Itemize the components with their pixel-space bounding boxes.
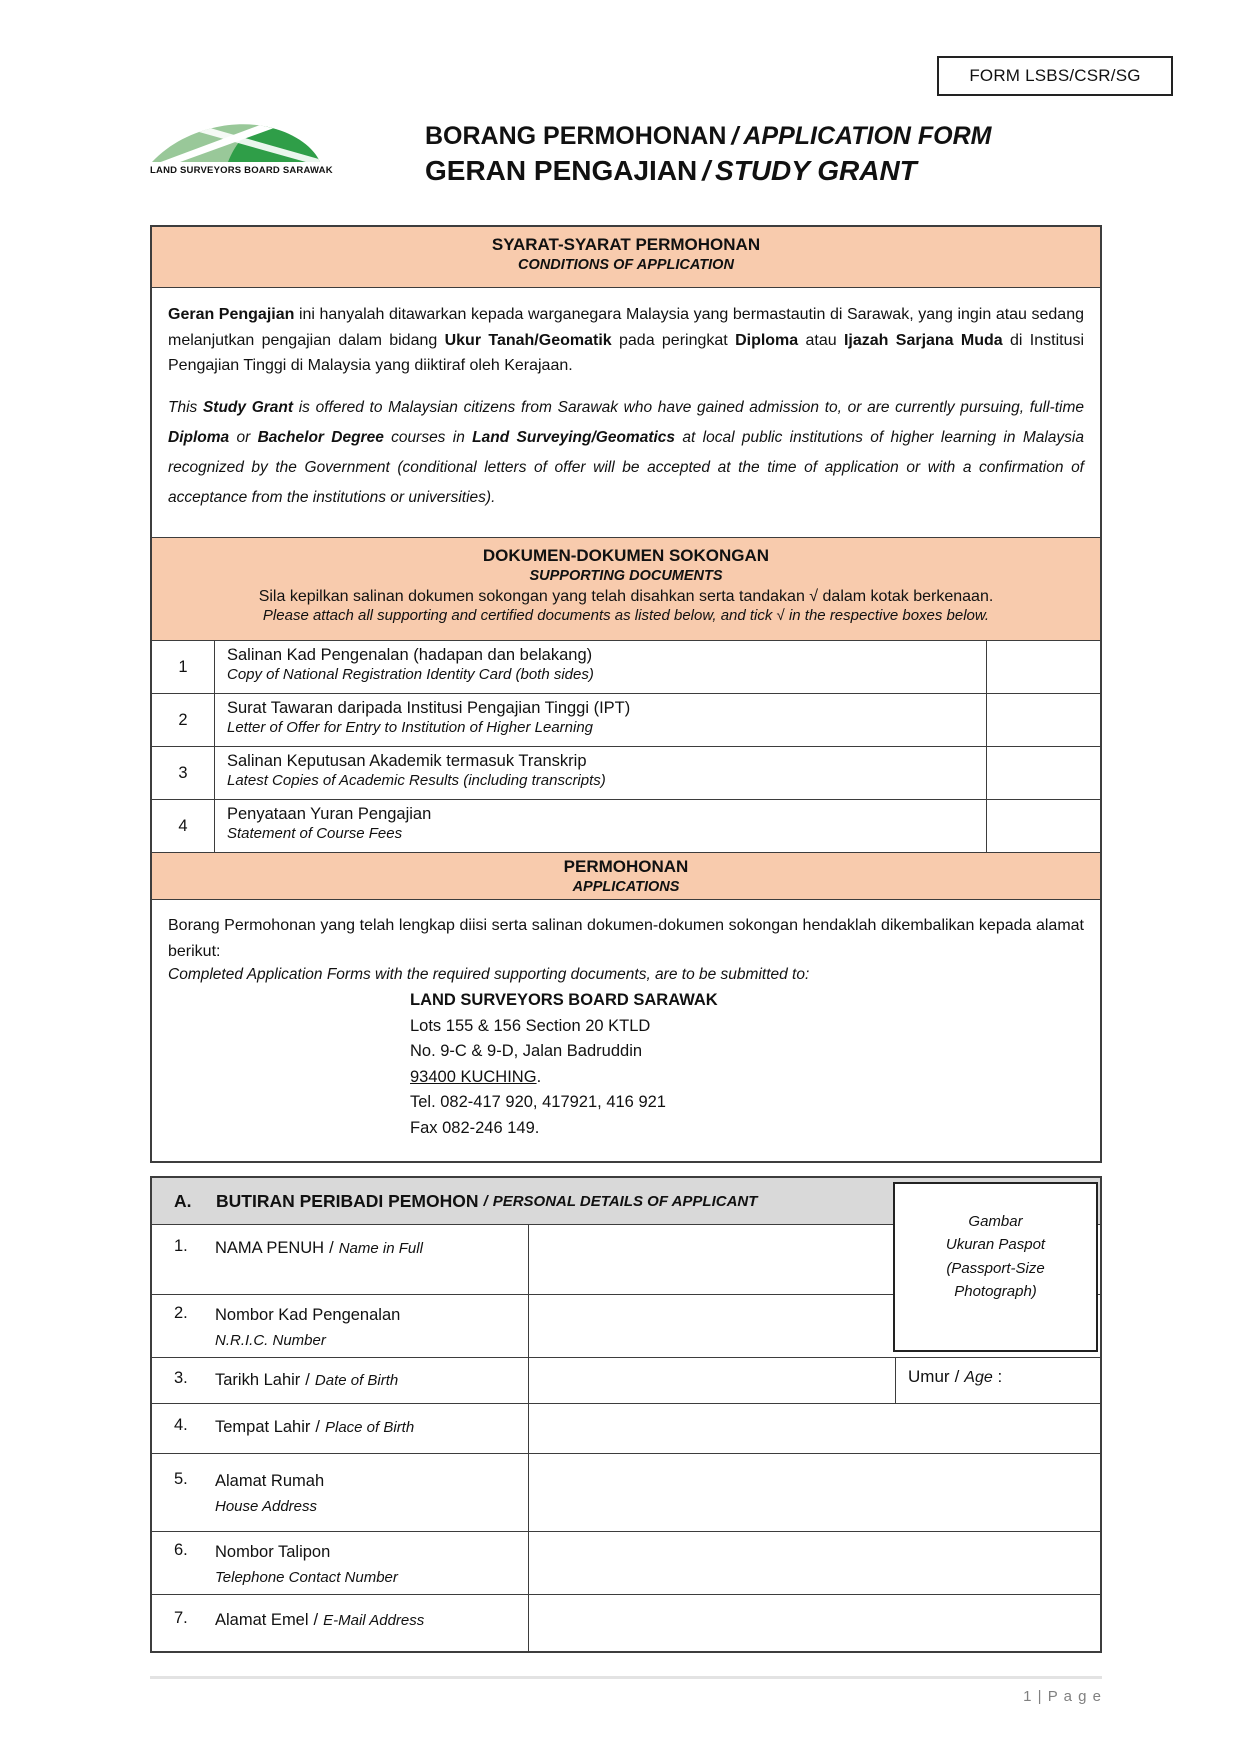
document-description [215, 641, 986, 693]
documents-title-malay: DOKUMEN-DOKUMEN SOKONGAN [482, 546, 770, 565]
address-city-suffix: . [536, 1067, 542, 1086]
document-desc-english: Statement of Course Fees [227, 825, 403, 842]
title1-malay: BORANG PERMOHONAN [425, 122, 727, 150]
form-code-label: FORM LSBS/CSR/SG [969, 66, 1141, 85]
photo-box-line: Photograph) [954, 1282, 1037, 1300]
address-city: 93400 KUCHING [410, 1067, 537, 1086]
age-label-english: Age [964, 1369, 993, 1387]
document-row-2 [152, 693, 1100, 746]
email-input-cell[interactable] [528, 1595, 1100, 1651]
document-tick-box[interactable] [986, 694, 1100, 746]
documents-note-malay: Sila kepilkan salinan dokumen sokongan yang telah disahkan serta tandakan √ dalam kotak berkenaan. [258, 588, 994, 605]
document-desc-malay: Salinan Kad Pengenalan (hadapan dan belakang) [227, 646, 593, 664]
field-row-address [152, 1453, 1100, 1531]
form-title-line2 [425, 155, 992, 187]
document-number: 2 [152, 694, 215, 746]
field-number: 2. [174, 1304, 188, 1322]
applications-body [152, 899, 1100, 1161]
field-label-malay: Nombor Kad Pengenalan [215, 1306, 401, 1324]
field-label [152, 1404, 528, 1453]
age-input-cell[interactable] [895, 1358, 1100, 1403]
field-label-malay: Tarikh Lahir [215, 1371, 301, 1390]
field-label-english: N.R.I.C. Number [215, 1332, 326, 1350]
field-text [215, 1470, 324, 1517]
field-label-english: E-Mail Address [323, 1612, 425, 1630]
field-label-malay: Tempat Lahir [215, 1418, 311, 1437]
applications-note-english: Completed Application Forms with the required supporting documents, are to be submitted to: [168, 966, 810, 984]
footer-divider [150, 1676, 1102, 1679]
title2-english: STUDY GRANT [715, 155, 917, 186]
logo-caption: LAND SURVEYORS BOARD SARAWAK [150, 165, 333, 176]
applications-note-malay: Borang Permohonan yang telah lengkap diisi serta salinan dokumen-dokumen sokongan hendaklah dikembalikan kepada alamat berikut: [168, 917, 1084, 960]
section-a-title-malay: BUTIRAN PERIBADI PEMOHON [216, 1190, 479, 1211]
field-label [152, 1454, 528, 1531]
form-title-line1 [425, 122, 992, 151]
field-text [215, 1369, 398, 1392]
field-row-dob [152, 1357, 1100, 1403]
address-city-line [410, 1065, 1084, 1091]
field-label [152, 1225, 528, 1294]
conditions-title-malay: SYARAT-SYARAT PERMOHONAN [491, 235, 761, 254]
title1-english: APPLICATION FORM [743, 122, 992, 150]
house-address-input-cell[interactable] [528, 1454, 1100, 1531]
form-code-box [937, 56, 1173, 96]
field-label-english: Date of Birth [314, 1372, 399, 1390]
field-label-english: Name in Full [338, 1240, 423, 1257]
applications-title-english: APPLICATIONS [572, 879, 680, 895]
field-row-email [152, 1594, 1100, 1651]
conditions-section-header [152, 227, 1100, 287]
documents-section-header [152, 537, 1100, 640]
applications-title-malay: PERMOHONAN [563, 857, 689, 876]
document-tick-box[interactable] [986, 747, 1100, 799]
applications-section-header [152, 852, 1100, 899]
photo-box-line: Gambar [968, 1213, 1023, 1230]
field-label [152, 1532, 528, 1594]
lsbs-logo [150, 110, 380, 187]
field-separator: / [315, 1418, 320, 1437]
lsbs-logo-icon [150, 116, 322, 164]
phone-input-cell[interactable] [528, 1532, 1100, 1594]
document-desc-malay: Penyataan Yuran Pengajian [227, 805, 432, 823]
address-line: No. 9-C & 9-D, Jalan Badruddin [410, 1042, 643, 1061]
field-label [152, 1295, 528, 1357]
document-description [215, 747, 986, 799]
field-label-malay: Alamat Rumah [215, 1472, 325, 1491]
dob-input-cell[interactable] [528, 1358, 895, 1403]
address-org-name: LAND SURVEYORS BOARD SARAWAK [410, 991, 718, 1010]
document-tick-box[interactable] [986, 800, 1100, 852]
conditions-body [152, 287, 1100, 537]
conditions-title-english: CONDITIONS OF APPLICATION [518, 257, 734, 273]
field-number: 5. [174, 1470, 188, 1489]
field-text [215, 1416, 414, 1439]
document-header [150, 110, 1102, 187]
field-separator: / [329, 1239, 334, 1257]
document-number: 3 [152, 747, 215, 799]
age-label-malay: Umur [908, 1367, 950, 1387]
field-label [152, 1595, 528, 1651]
field-row-phone [152, 1531, 1100, 1594]
document-tick-box[interactable] [986, 641, 1100, 693]
document-number: 4 [152, 800, 215, 852]
document-desc-malay: Salinan Keputusan Akademik termasuk Transkrip [227, 752, 587, 770]
document-desc-malay: Surat Tawaran daripada Institusi Pengajian Tinggi (IPT) [227, 699, 631, 717]
conditions-paragraph-english: This Study Grant is offered to Malaysian citizens from Sarawak who have gained admission to, or are currently pursuing, full-time Diploma or Bachelor Degree courses in Land Surveying/Geomatics at local public institutions of higher learning in Malaysia recognized by the Government (conditional letters of offer will be accepted at the time of application or with a confirmation of acceptance from the institutions or universities). [168, 398, 1084, 507]
address-line: Lots 155 & 156 Section 20 KTLD [410, 1016, 651, 1035]
field-text [215, 1304, 400, 1351]
documents-note-english: Please attach all supporting and certified documents as listed below, and tick √ in the respective boxes below. [262, 607, 990, 624]
document-description [215, 694, 986, 746]
field-text [215, 1609, 424, 1632]
field-number: 6. [174, 1541, 188, 1560]
document-row-1 [152, 640, 1100, 693]
title-separator: / [731, 122, 739, 150]
field-text [215, 1541, 398, 1588]
field-number: 1. [174, 1237, 188, 1255]
document-row-3 [152, 746, 1100, 799]
submission-address [410, 988, 1084, 1141]
field-number: 3. [174, 1369, 188, 1388]
document-desc-english: Latest Copies of Academic Results (including transcripts) [227, 772, 606, 789]
section-a-title-english: PERSONAL DETAILS OF APPLICANT [492, 1192, 758, 1210]
personal-details-table [150, 1176, 1102, 1653]
field-label-english: House Address [215, 1498, 317, 1516]
document-number: 1 [152, 641, 215, 693]
field-label-malay: Alamat Emel [215, 1611, 309, 1630]
field-label-malay: NAMA PENUH [215, 1239, 325, 1257]
documents-title-english: SUPPORTING DOCUMENTS [529, 568, 723, 584]
field-number: 4. [174, 1416, 188, 1435]
age-colon: : [997, 1367, 1003, 1387]
birthplace-input-cell[interactable] [528, 1404, 1100, 1453]
field-separator: / [305, 1371, 310, 1390]
field-number: 7. [174, 1609, 188, 1628]
section-a-separator: / [483, 1192, 488, 1210]
address-fax: Fax 082-246 149. [410, 1119, 540, 1137]
field-row-birthplace [152, 1403, 1100, 1453]
main-info-table [150, 225, 1102, 1163]
photo-box-line: Ukuran Paspot [945, 1236, 1046, 1254]
field-label-english: Telephone Contact Number [215, 1569, 398, 1587]
field-label [152, 1358, 528, 1403]
page-number: 1 | P a g e [1023, 1688, 1102, 1705]
field-label-malay: Nombor Talipon [215, 1543, 331, 1562]
form-titles [380, 110, 992, 187]
photo-box-line: (Passport-Size [946, 1259, 1045, 1277]
address-telephone: Tel. 082-417 920, 417921, 416 921 [410, 1093, 666, 1112]
field-label-english: Place of Birth [324, 1419, 415, 1437]
title-separator: / [702, 155, 711, 186]
field-separator: / [313, 1611, 319, 1630]
document-desc-english: Letter of Offer for Entry to Institution of Higher Learning [227, 719, 594, 736]
conditions-paragraph-malay: Geran Pengajian ini hanyalah ditawarkan kepada warganegara Malaysia yang bermastautin di Sarawak, yang ingin atau sedang melanjutkan pengajian dalam bidang Ukur Tanah/Geomatik pada peringkat Diploma atau Ijazah Sarjana Muda di Institusi Pengajian Tinggi di Malaysia yang diiktiraf oleh Kerajaan. [168, 306, 1085, 375]
page-footer [150, 1676, 1102, 1705]
passport-photo-box [893, 1182, 1098, 1352]
title2-malay: GERAN PENGAJIAN [425, 155, 698, 186]
document-desc-english: Copy of National Registration Identity Card (both sides) [227, 666, 594, 683]
age-separator: / [954, 1367, 960, 1387]
document-row-4 [152, 799, 1100, 852]
field-text [215, 1237, 423, 1260]
section-a-letter: A. [174, 1190, 192, 1211]
document-description [215, 800, 986, 852]
